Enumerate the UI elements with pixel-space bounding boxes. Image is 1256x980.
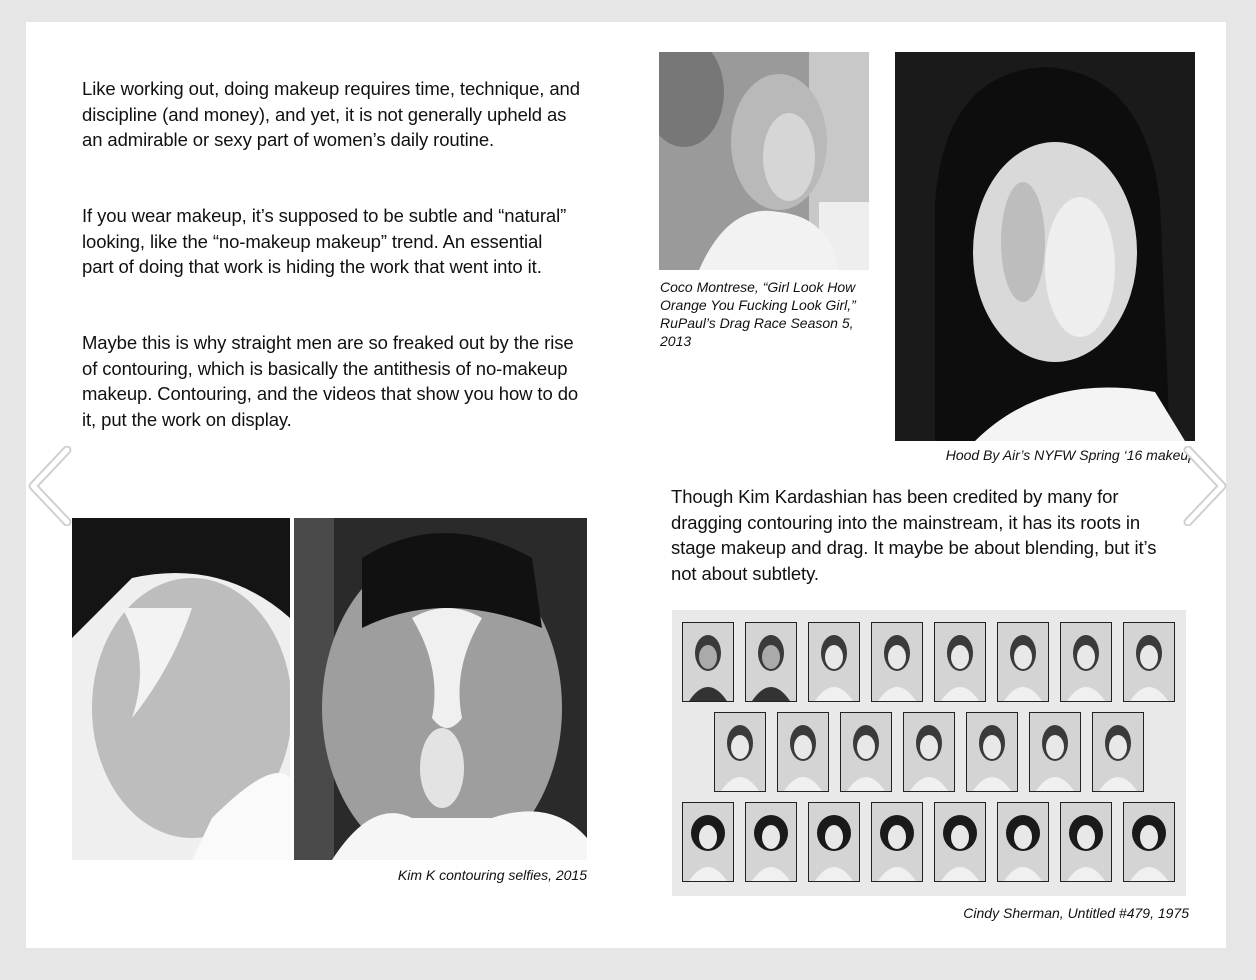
paragraph-2: If you wear makeup, it’s supposed to be subtle and “natural” looking, like the “no-makeup makeup” trend. An essential part of doing that work is hiding the work that went into it. [82, 205, 567, 277]
sherman-thumbnail [997, 622, 1049, 702]
sherman-thumbnail [808, 622, 860, 702]
sherman-thumbnail [903, 712, 955, 792]
sherman-thumbnail [1060, 802, 1112, 882]
chevron-left-icon [27, 446, 73, 526]
hood-caption: Hood By Air’s NYFW Spring ‘16 makeup [945, 447, 1196, 463]
hood-by-air-photo [895, 52, 1195, 441]
sherman-thumbnail [745, 802, 797, 882]
sherman-thumbnail [1123, 622, 1175, 702]
sherman-thumbnail [745, 622, 797, 702]
sherman-thumbnail [871, 622, 923, 702]
sherman-thumbnail [682, 802, 734, 882]
sherman-thumbnail [1060, 622, 1112, 702]
sherman-thumbnail [1123, 802, 1175, 882]
sherman-thumbnail [840, 712, 892, 792]
chevron-right-icon [1182, 446, 1228, 526]
sherman-caption: Cindy Sherman, Untitled #479, 1975 [963, 905, 1189, 921]
sherman-thumbnail [997, 802, 1049, 882]
paragraph-3: Maybe this is why straight men are so freaked out by the rise of contouring, which is basically the antithesis of no-makeup makeup. Contouring, and the videos that show you how to do it, put the work on display. [82, 332, 579, 430]
sherman-thumbnail [777, 712, 829, 792]
sherman-thumbnail [714, 712, 766, 792]
next-page-button[interactable] [1182, 446, 1228, 526]
kim-k-selfies-photo [72, 518, 587, 860]
sherman-thumbnail [871, 802, 923, 882]
paragraph-4: Though Kim Kardashian has been credited by many for dragging contouring into the mainstream, it has its roots in stage makeup and drag. It maybe be about blending, but it’s not about subtlety. [671, 486, 1157, 584]
sherman-thumbnail [1029, 712, 1081, 792]
prev-page-button[interactable] [27, 446, 73, 526]
sherman-thumbnail [808, 802, 860, 882]
coco-caption: Coco Montrese, “Girl Look How Orange You Fucking Look Girl,” RuPaul’s Drag Race Season 5, 2013 [660, 279, 856, 349]
coco-montrese-photo [659, 52, 869, 270]
sherman-thumbnail [1092, 712, 1144, 792]
sherman-thumbnail [934, 802, 986, 882]
sherman-thumbnail [934, 622, 986, 702]
sherman-thumbnail [682, 622, 734, 702]
sherman-thumbnail [966, 712, 1018, 792]
kim-caption: Kim K contouring selfies, 2015 [397, 867, 587, 883]
cindy-sherman-photo-grid [672, 610, 1186, 896]
paragraph-1: Like working out, doing makeup requires time, technique, and discipline (and money), and yet, it is not generally upheld as an admirable or sexy part of women’s daily routine. [82, 78, 580, 150]
